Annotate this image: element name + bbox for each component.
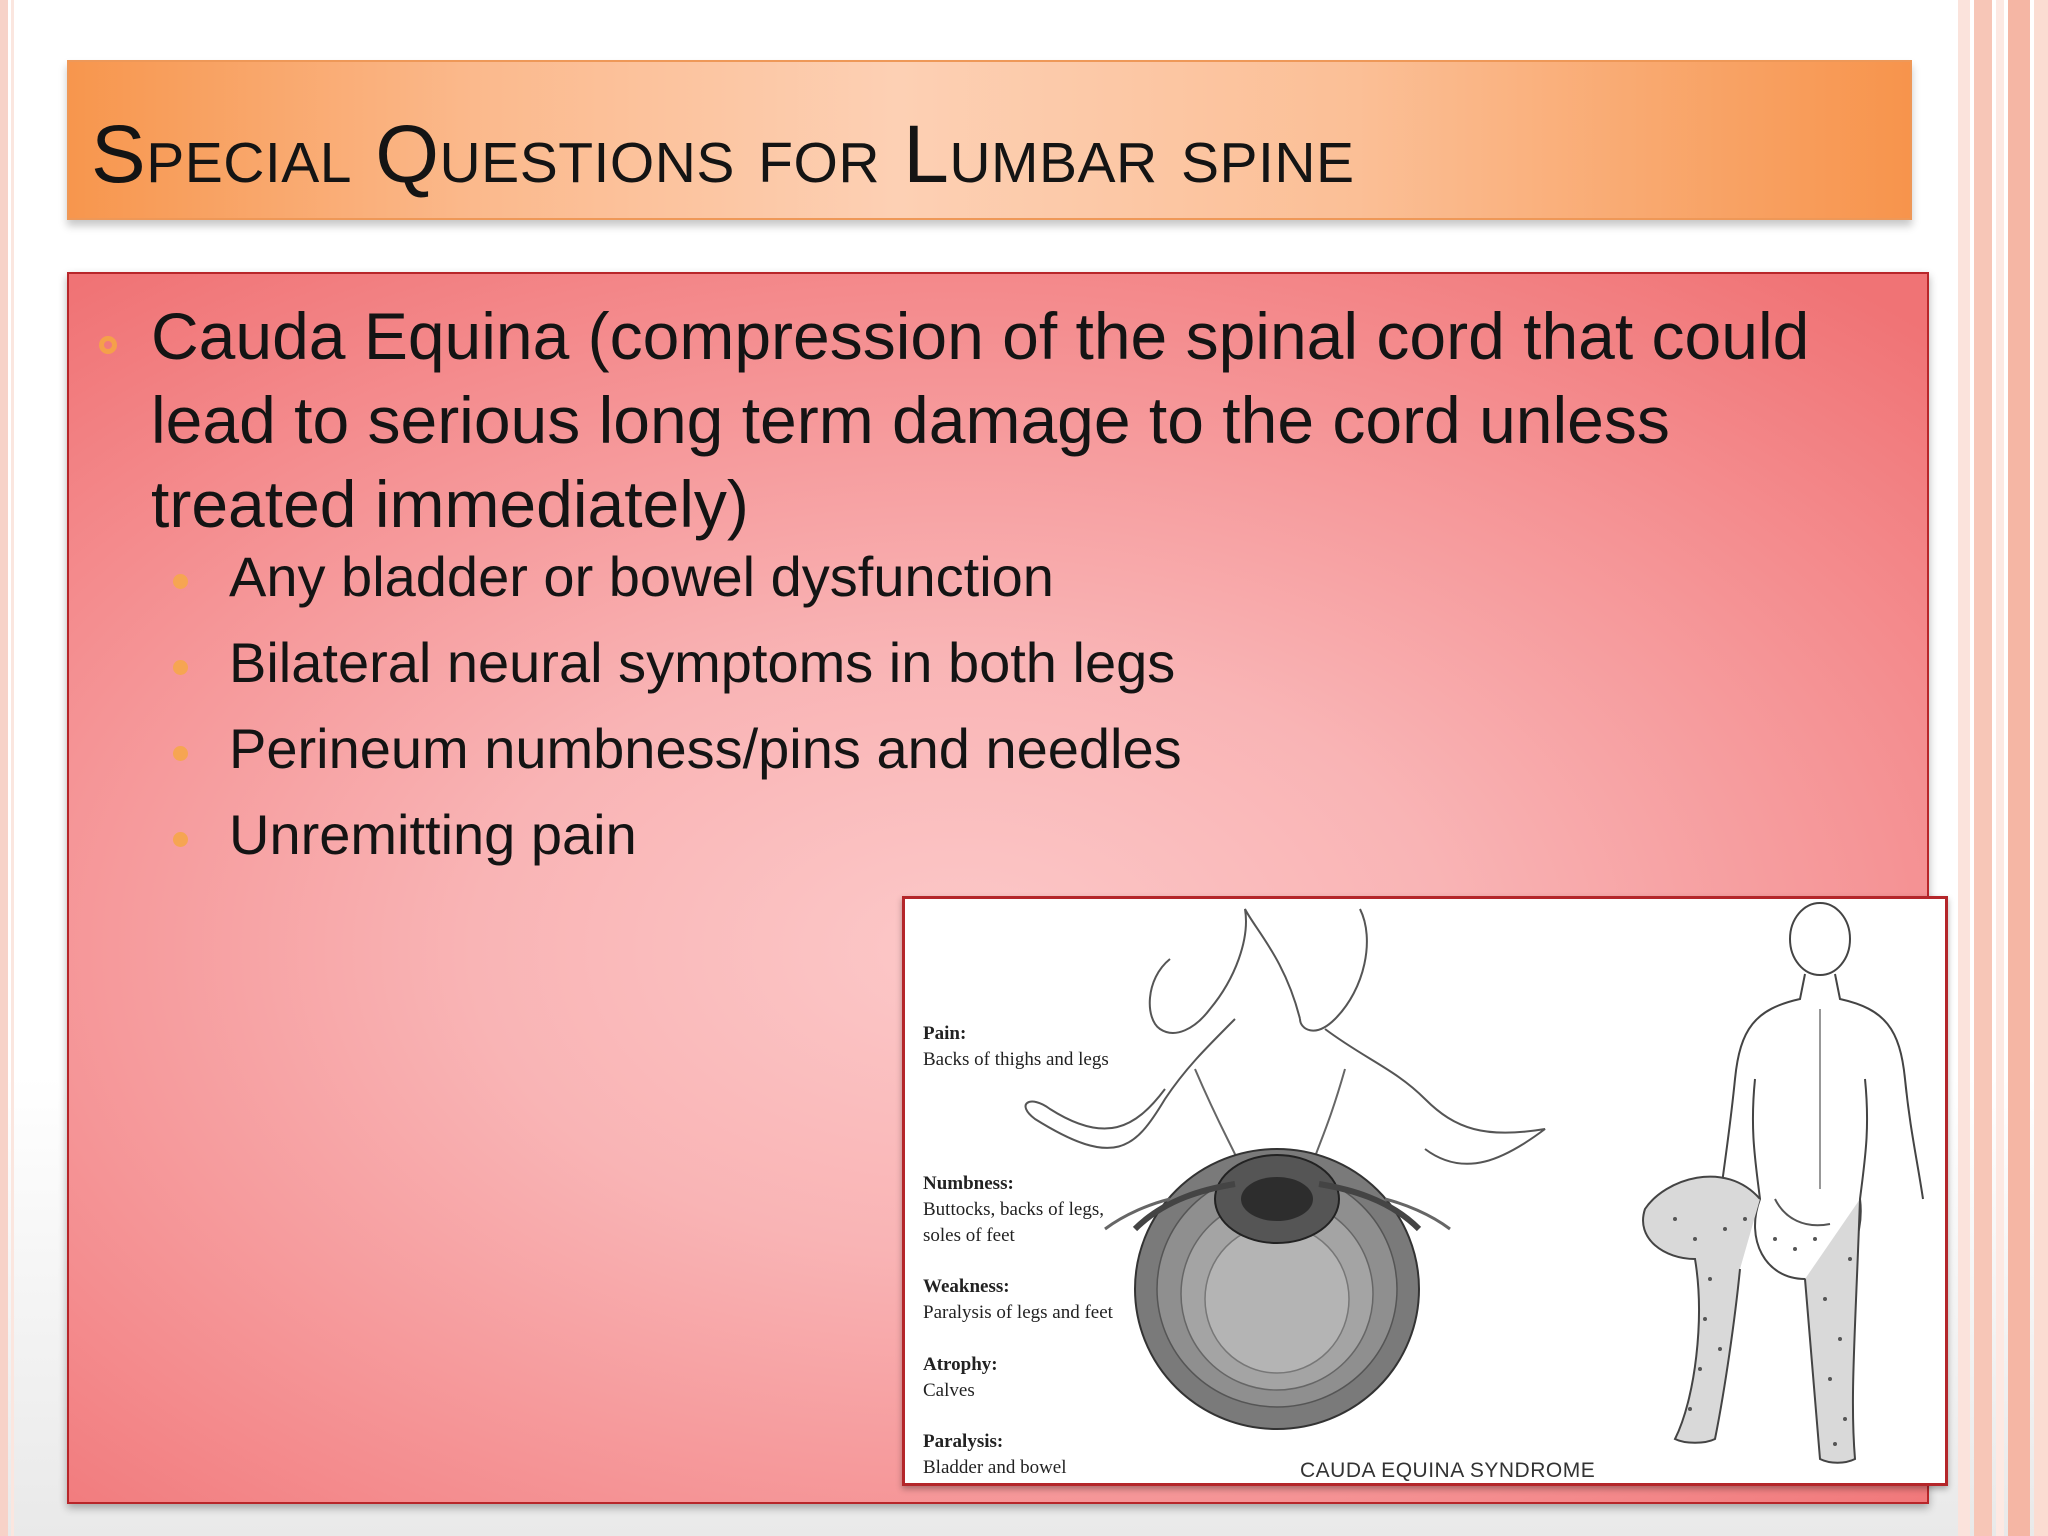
sub-bullet-text: Any bladder or bowel dysfunction	[229, 545, 1054, 608]
dot-bullet-icon	[173, 574, 188, 589]
sub-bullet-text: Perineum numbness/pins and needles	[229, 717, 1182, 780]
figure-label-pain: Pain: Backs of thighs and legs	[923, 1023, 1109, 1070]
cauda-equina-figure	[902, 896, 1948, 1486]
right-edge-decoration	[1958, 0, 2048, 1536]
dot-bullet-icon	[173, 832, 188, 847]
sub-bullet-text: Bilateral neural symptoms in both legs	[229, 631, 1176, 694]
figure-label-weakness: Weakness: Paralysis of legs and feet	[923, 1276, 1113, 1323]
figure-label-paralysis: Paralysis: Bladder and bowel	[923, 1431, 1067, 1478]
main-bullet-text: Cauda Equina (compression of the spinal cord that could lead to serious long term damage to the cord unless treated immediately)	[151, 299, 1810, 541]
title-bar	[67, 60, 1912, 220]
sub-bullet-text: Unremitting pain	[229, 803, 637, 866]
slide-title: Special Questions for Lumbar spine	[91, 109, 1355, 200]
figure-label-numbness: Numbness: Buttocks, backs of legs, soles of feet	[923, 1173, 1105, 1246]
figure-label-atrophy: Atrophy: Calves	[923, 1354, 998, 1401]
dot-bullet-icon	[173, 660, 188, 675]
main-bullet	[99, 294, 1899, 546]
ring-bullet-icon	[99, 336, 117, 354]
figure-caption: CAUDA EQUINA SYNDROME	[1300, 1459, 1596, 1482]
left-edge-decoration	[0, 0, 8, 1536]
dot-bullet-icon	[173, 746, 188, 761]
left-edge-decoration-thin	[11, 0, 14, 1536]
